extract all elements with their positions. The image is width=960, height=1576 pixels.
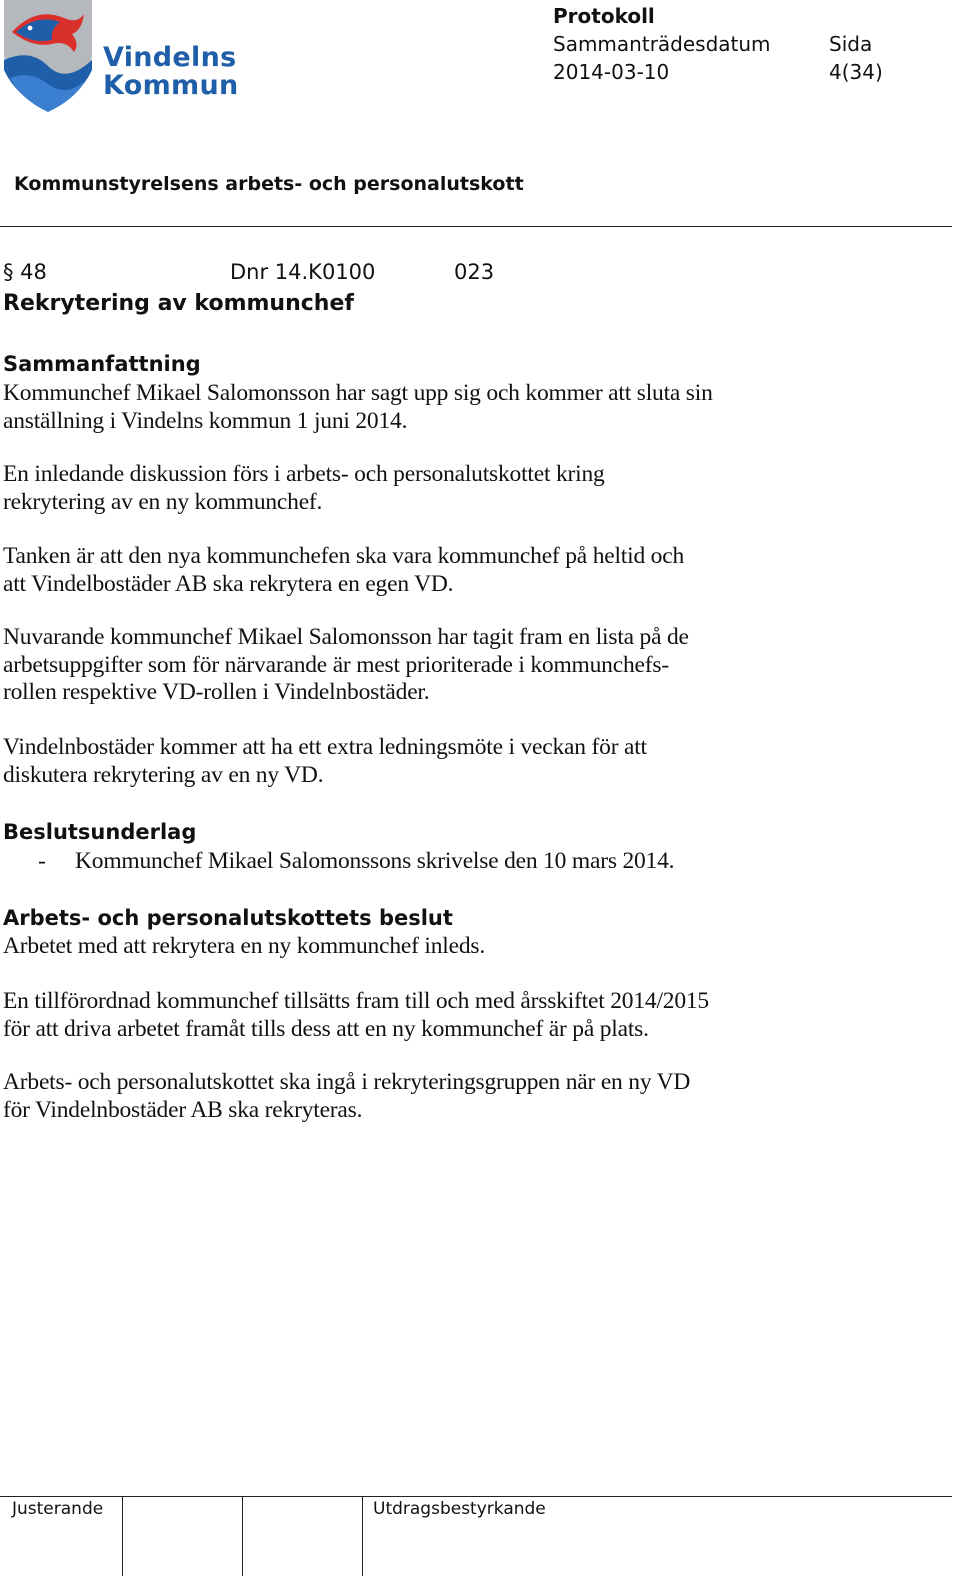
justerande-label: Justerande <box>12 1499 104 1519</box>
utdragsbestyrkande-label: Utdragsbestyrkande <box>373 1499 546 1519</box>
list-bullet: - <box>38 848 46 874</box>
text-line: arbetsuppgifter som för närvarande är mest prioriterade i kommunchefs- <box>3 651 669 678</box>
text-line: Nuvarande kommunchef Mikael Salomonsson har tagit fram en lista på de <box>3 624 689 650</box>
committee-name: Kommunstyrelsens arbets- och personalutskott <box>14 173 524 195</box>
text-line: Tanken är att den nya kommunchefen ska vara kommunchef på heltid och <box>3 543 685 569</box>
case-number: Dnr 14.K0100 <box>230 260 376 284</box>
decision-paragraph-3 <box>3 1069 863 1124</box>
text-line: Kommunchef Mikael Salomonsson har sagt upp sig och kommer att sluta sin <box>3 380 713 406</box>
text-line: att Vindelbostäder AB ska rekrytera en egen VD. <box>3 570 454 597</box>
footer-divider <box>0 1496 952 1497</box>
signature-box-divider <box>242 1496 243 1576</box>
summary-paragraph-1 <box>3 380 863 435</box>
municipality-logo <box>0 0 250 118</box>
logo-wordmark <box>103 44 239 100</box>
item-title: Rekrytering av kommunchef <box>3 291 354 316</box>
summary-paragraph-3 <box>3 543 863 598</box>
text-line: för att driva arbetet framåt tills dess att en ny kommunchef är på plats. <box>3 1015 649 1042</box>
summary-paragraph-4 <box>3 624 863 707</box>
signature-box-divider <box>362 1496 363 1576</box>
basis-heading: Beslutsunderlag <box>3 820 197 844</box>
decision-heading: Arbets- och personalutskottets beslut <box>3 906 453 930</box>
text-line: En inledande diskussion förs i arbets- och personalutskottet kring <box>3 461 605 487</box>
page-number: 4(34) <box>829 60 883 84</box>
text-line: Arbets- och personalutskottet ska ingå i rekryteringsgruppen när en ny VD <box>3 1069 691 1095</box>
text-line: diskutera rekrytering av en ny VD. <box>3 761 324 788</box>
page-label: Sida <box>829 32 873 56</box>
document-type: Protokoll <box>553 4 655 28</box>
logo-name-line1: Vindelns <box>103 42 237 73</box>
paragraph-number: § 48 <box>3 260 47 284</box>
decision-paragraph-1 <box>3 933 863 961</box>
text-line: rekrytering av en ny kommunchef. <box>3 488 323 515</box>
summary-heading: Sammanfattning <box>3 352 201 376</box>
text-line: anställning i Vindelns kommun 1 juni 2014. <box>3 407 408 434</box>
decision-paragraph-2 <box>3 988 863 1043</box>
fish-emblem-icon <box>0 0 100 118</box>
meeting-date-label: Sammanträdesdatum <box>553 32 771 56</box>
text-line: Arbetet med att rekrytera en ny kommunchef inleds. <box>3 933 486 959</box>
logo-name-line2: Kommun <box>103 70 239 101</box>
text-line: rollen respektive VD-rollen i Vindelnbostäder. <box>3 679 430 705</box>
summary-paragraph-2 <box>3 461 863 516</box>
signature-box-divider <box>122 1496 123 1576</box>
meeting-date-value: 2014-03-10 <box>553 60 670 84</box>
header-divider <box>0 226 952 227</box>
text-line: Vindelnbostäder kommer att ha ett extra ledningsmöte i veckan för att <box>3 734 647 760</box>
basis-list-item: Kommunchef Mikael Salomonssons skrivelse den 10 mars 2014. <box>75 848 675 874</box>
text-line: En tillförordnad kommunchef tillsätts fram till och med årsskiftet 2014/2015 <box>3 988 709 1014</box>
case-code: 023 <box>454 260 495 284</box>
summary-paragraph-5 <box>3 734 863 789</box>
text-line: för Vindelnbostäder AB ska rekryteras. <box>3 1096 363 1123</box>
